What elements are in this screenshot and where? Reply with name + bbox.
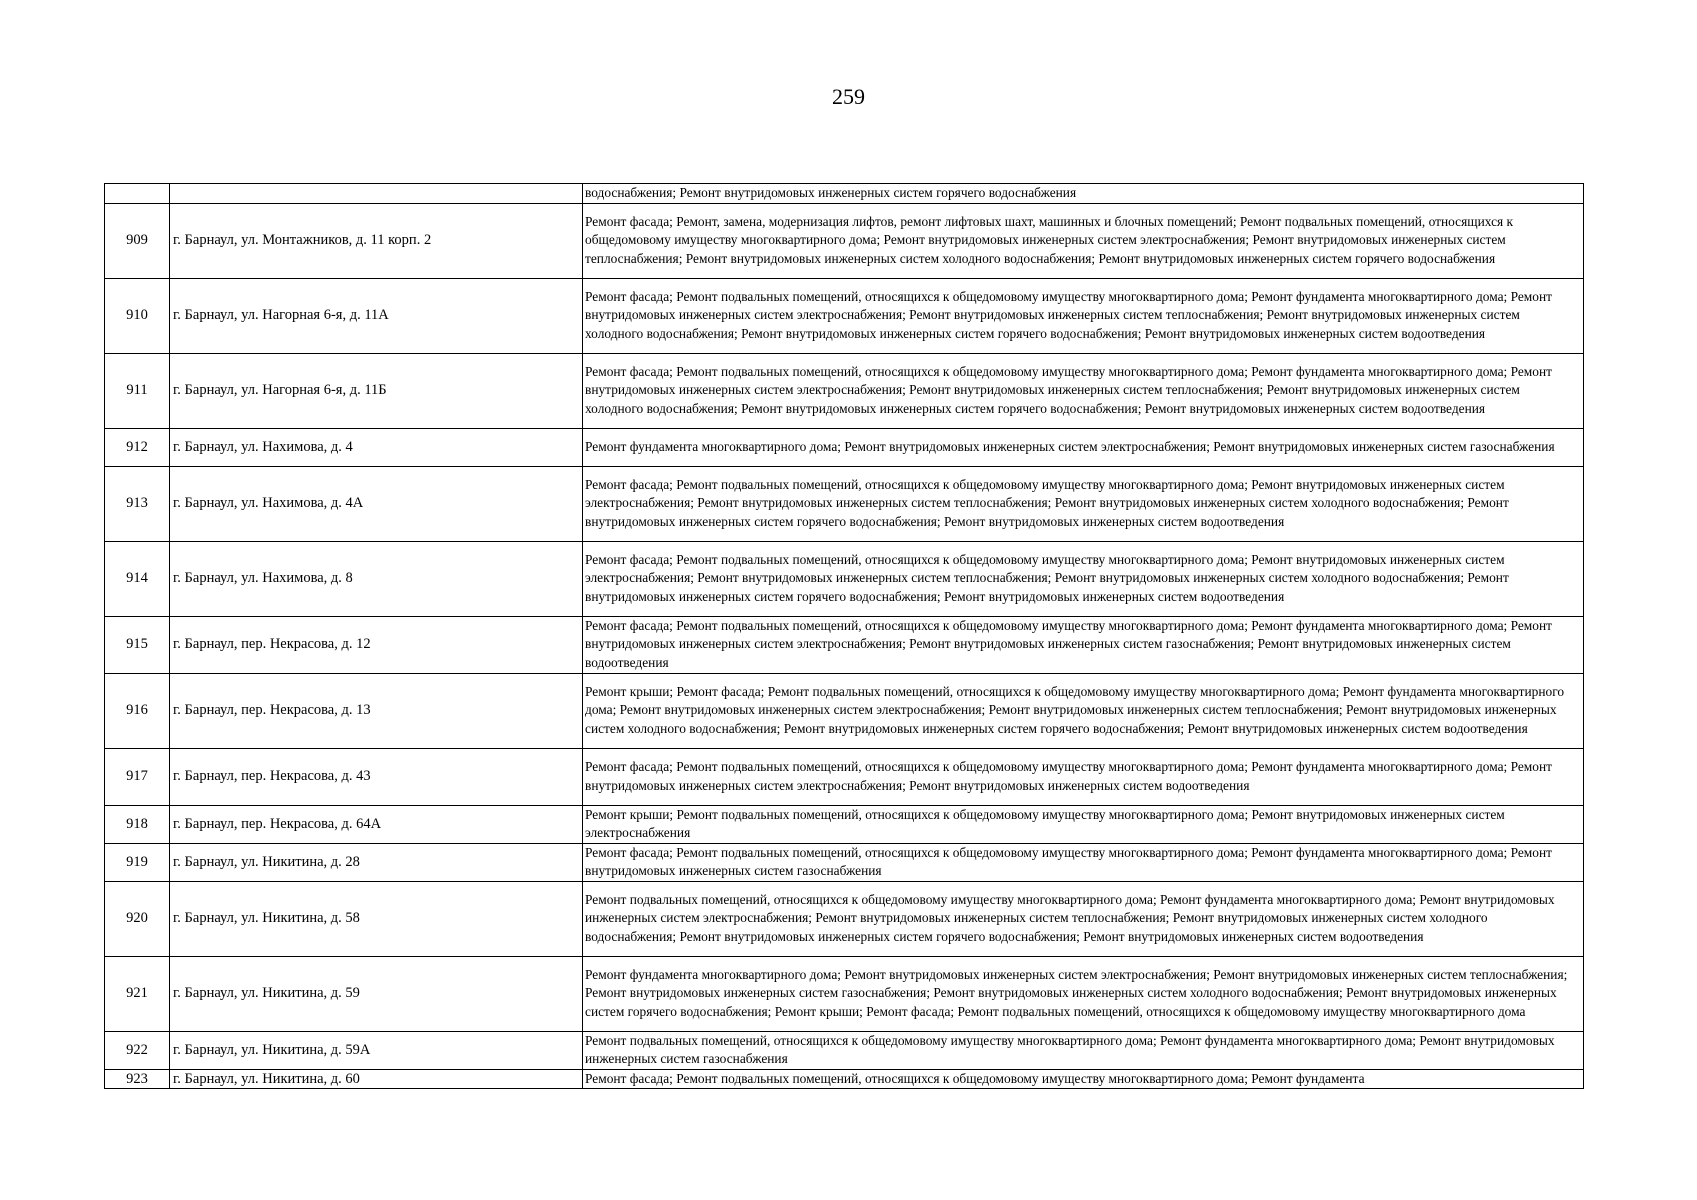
row-address: г. Барнаул, ул. Никитина, д. 59А	[170, 1031, 583, 1069]
row-works: Ремонт фасада; Ремонт, замена, модернизация лифтов, ремонт лифтовых шахт, машинных и блочных помещений; Ремонт подвальных помещений, относящихся к общедомовому имуществу многоквартирного дома; Ремонт внутридомовых инженерных систем электроснабжения; Ремонт внутридомовых инженерных систем теплоснабжения; Ремонт внутридомовых инженерных систем холодного водоснабжения; Ремонт внутридомовых инженерных систем горячего водоснабжения	[583, 203, 1584, 278]
row-number: 911	[105, 353, 170, 428]
row-works: Ремонт фасада; Ремонт подвальных помещений, относящихся к общедомовому имуществу многоквартирного дома; Ремонт фундамента многоквартирного дома; Ремонт внутридомовых инженерных систем газоснабжения	[583, 843, 1584, 881]
row-address: г. Барнаул, ул. Нахимова, д. 8	[170, 541, 583, 616]
row-works: Ремонт фасада; Ремонт подвальных помещений, относящихся к общедомовому имуществу многоквартирного дома; Ремонт фундамента многоквартирного дома; Ремонт внутридомовых инженерных систем электроснабжения; Ремонт внутридомовых инженерных систем теплоснабжения; Ремонт внутридомовых инженерных систем холодного водоснабжения; Ремонт внутридомовых инженерных систем горячего водоснабжения; Ремонт внутридомовых инженерных систем водоотведения	[583, 278, 1584, 353]
table-row	[105, 956, 1584, 1031]
row-number: 909	[105, 203, 170, 278]
table-row	[105, 805, 1584, 843]
repair-registry-table	[104, 183, 1584, 1089]
row-address: г. Барнаул, ул. Нахимова, д. 4	[170, 428, 583, 466]
row-address: г. Барнаул, ул. Никитина, д. 28	[170, 843, 583, 881]
table-row	[105, 881, 1584, 956]
row-address: г. Барнаул, пер. Некрасова, д. 12	[170, 616, 583, 673]
registry-body	[105, 184, 1584, 1089]
row-works: Ремонт фундамента многоквартирного дома; Ремонт внутридомовых инженерных систем электроснабжения; Ремонт внутридомовых инженерных систем газоснабжения	[583, 428, 1584, 466]
row-address	[170, 184, 583, 204]
row-works: Ремонт фасада; Ремонт подвальных помещений, относящихся к общедомовому имуществу многоквартирного дома; Ремонт фундамента многоквартирного дома; Ремонт внутридомовых инженерных систем электроснабжения; Ремонт внутридомовых инженерных систем водоотведения	[583, 748, 1584, 805]
row-number: 920	[105, 881, 170, 956]
row-works: Ремонт фасада; Ремонт подвальных помещений, относящихся к общедомовому имуществу многоквартирного дома; Ремонт внутридомовых инженерных систем электроснабжения; Ремонт внутридомовых инженерных систем теплоснабжения; Ремонт внутридомовых инженерных систем холодного водоснабжения; Ремонт внутридомовых инженерных систем горячего водоснабжения; Ремонт внутридомовых инженерных систем водоотведения	[583, 466, 1584, 541]
row-number: 923	[105, 1069, 170, 1089]
row-works: Ремонт фасада; Ремонт подвальных помещений, относящихся к общедомовому имуществу многоквартирного дома; Ремонт внутридомовых инженерных систем электроснабжения; Ремонт внутридомовых инженерных систем теплоснабжения; Ремонт внутридомовых инженерных систем холодного водоснабжения; Ремонт внутридомовых инженерных систем горячего водоснабжения; Ремонт внутридомовых инженерных систем водоотведения	[583, 541, 1584, 616]
row-number: 912	[105, 428, 170, 466]
table-row	[105, 616, 1584, 673]
row-works: Ремонт фасада; Ремонт подвальных помещений, относящихся к общедомовому имуществу многоквартирного дома; Ремонт фундамента	[583, 1069, 1584, 1089]
row-number: 915	[105, 616, 170, 673]
row-number	[105, 184, 170, 204]
row-works: Ремонт крыши; Ремонт подвальных помещений, относящихся к общедомовому имуществу многоквартирного дома; Ремонт внутридомовых инженерных систем электроснабжения	[583, 805, 1584, 843]
row-address: г. Барнаул, ул. Монтажников, д. 11 корп. 2	[170, 203, 583, 278]
row-number: 922	[105, 1031, 170, 1069]
row-address: г. Барнаул, ул. Нахимова, д. 4А	[170, 466, 583, 541]
table-row	[105, 203, 1584, 278]
table-row	[105, 428, 1584, 466]
row-works: Ремонт крыши; Ремонт фасада; Ремонт подвальных помещений, относящихся к общедомовому имуществу многоквартирного дома; Ремонт фундамента многоквартирного дома; Ремонт внутридомовых инженерных систем электроснабжения; Ремонт внутридомовых инженерных систем теплоснабжения; Ремонт внутридомовых инженерных систем холодного водоснабжения; Ремонт внутридомовых инженерных систем горячего водоснабжения; Ремонт внутридомовых инженерных систем водоотведения	[583, 673, 1584, 748]
row-number: 919	[105, 843, 170, 881]
row-works: Ремонт подвальных помещений, относящихся к общедомовому имуществу многоквартирного дома; Ремонт фундамента многоквартирного дома; Ремонт внутридомовых инженерных систем газоснабжения	[583, 1031, 1584, 1069]
table-row	[105, 278, 1584, 353]
row-works: Ремонт подвальных помещений, относящихся к общедомовому имуществу многоквартирного дома; Ремонт фундамента многоквартирного дома; Ремонт внутридомовых инженерных систем электроснабжения; Ремонт внутридомовых инженерных систем теплоснабжения; Ремонт внутридомовых инженерных систем холодного водоснабжения; Ремонт внутридомовых инженерных систем горячего водоснабжения; Ремонт внутридомовых инженерных систем водоотведения	[583, 881, 1584, 956]
row-works: Ремонт фундамента многоквартирного дома; Ремонт внутридомовых инженерных систем электроснабжения; Ремонт внутридомовых инженерных систем теплоснабжения; Ремонт внутридомовых инженерных систем газоснабжения; Ремонт внутридомовых инженерных систем холодного водоснабжения; Ремонт внутридомовых инженерных систем горячего водоснабжения; Ремонт крыши; Ремонт фасада; Ремонт подвальных помещений, относящихся к общедомовому имуществу многоквартирного дома	[583, 956, 1584, 1031]
row-address: г. Барнаул, ул. Нагорная 6-я, д. 11А	[170, 278, 583, 353]
row-address: г. Барнаул, ул. Никитина, д. 58	[170, 881, 583, 956]
table-row	[105, 184, 1584, 204]
row-address: г. Барнаул, ул. Нагорная 6-я, д. 11Б	[170, 353, 583, 428]
row-number: 916	[105, 673, 170, 748]
row-address: г. Барнаул, пер. Некрасова, д. 43	[170, 748, 583, 805]
row-number: 917	[105, 748, 170, 805]
row-address: г. Барнаул, пер. Некрасова, д. 64А	[170, 805, 583, 843]
row-works: Ремонт фасада; Ремонт подвальных помещений, относящихся к общедомовому имуществу многоквартирного дома; Ремонт фундамента многоквартирного дома; Ремонт внутридомовых инженерных систем электроснабжения; Ремонт внутридомовых инженерных систем газоснабжения; Ремонт внутридомовых инженерных систем водоотведения	[583, 616, 1584, 673]
table-row	[105, 1069, 1584, 1089]
row-works: Ремонт фасада; Ремонт подвальных помещений, относящихся к общедомовому имуществу многоквартирного дома; Ремонт фундамента многоквартирного дома; Ремонт внутридомовых инженерных систем электроснабжения; Ремонт внутридомовых инженерных систем теплоснабжения; Ремонт внутридомовых инженерных систем холодного водоснабжения; Ремонт внутридомовых инженерных систем горячего водоснабжения; Ремонт внутридомовых инженерных систем водоотведения	[583, 353, 1584, 428]
table-row	[105, 466, 1584, 541]
row-number: 918	[105, 805, 170, 843]
table-row	[105, 843, 1584, 881]
table-row	[105, 748, 1584, 805]
row-address: г. Барнаул, ул. Никитина, д. 60	[170, 1069, 583, 1089]
row-number: 914	[105, 541, 170, 616]
row-number: 910	[105, 278, 170, 353]
table-row	[105, 353, 1584, 428]
table-row	[105, 541, 1584, 616]
row-number: 913	[105, 466, 170, 541]
row-number: 921	[105, 956, 170, 1031]
row-address: г. Барнаул, пер. Некрасова, д. 13	[170, 673, 583, 748]
table-row	[105, 1031, 1584, 1069]
row-works: водоснабжения; Ремонт внутридомовых инженерных систем горячего водоснабжения	[583, 184, 1584, 204]
page-number: 259	[832, 84, 865, 109]
row-address: г. Барнаул, ул. Никитина, д. 59	[170, 956, 583, 1031]
table-row	[105, 673, 1584, 748]
